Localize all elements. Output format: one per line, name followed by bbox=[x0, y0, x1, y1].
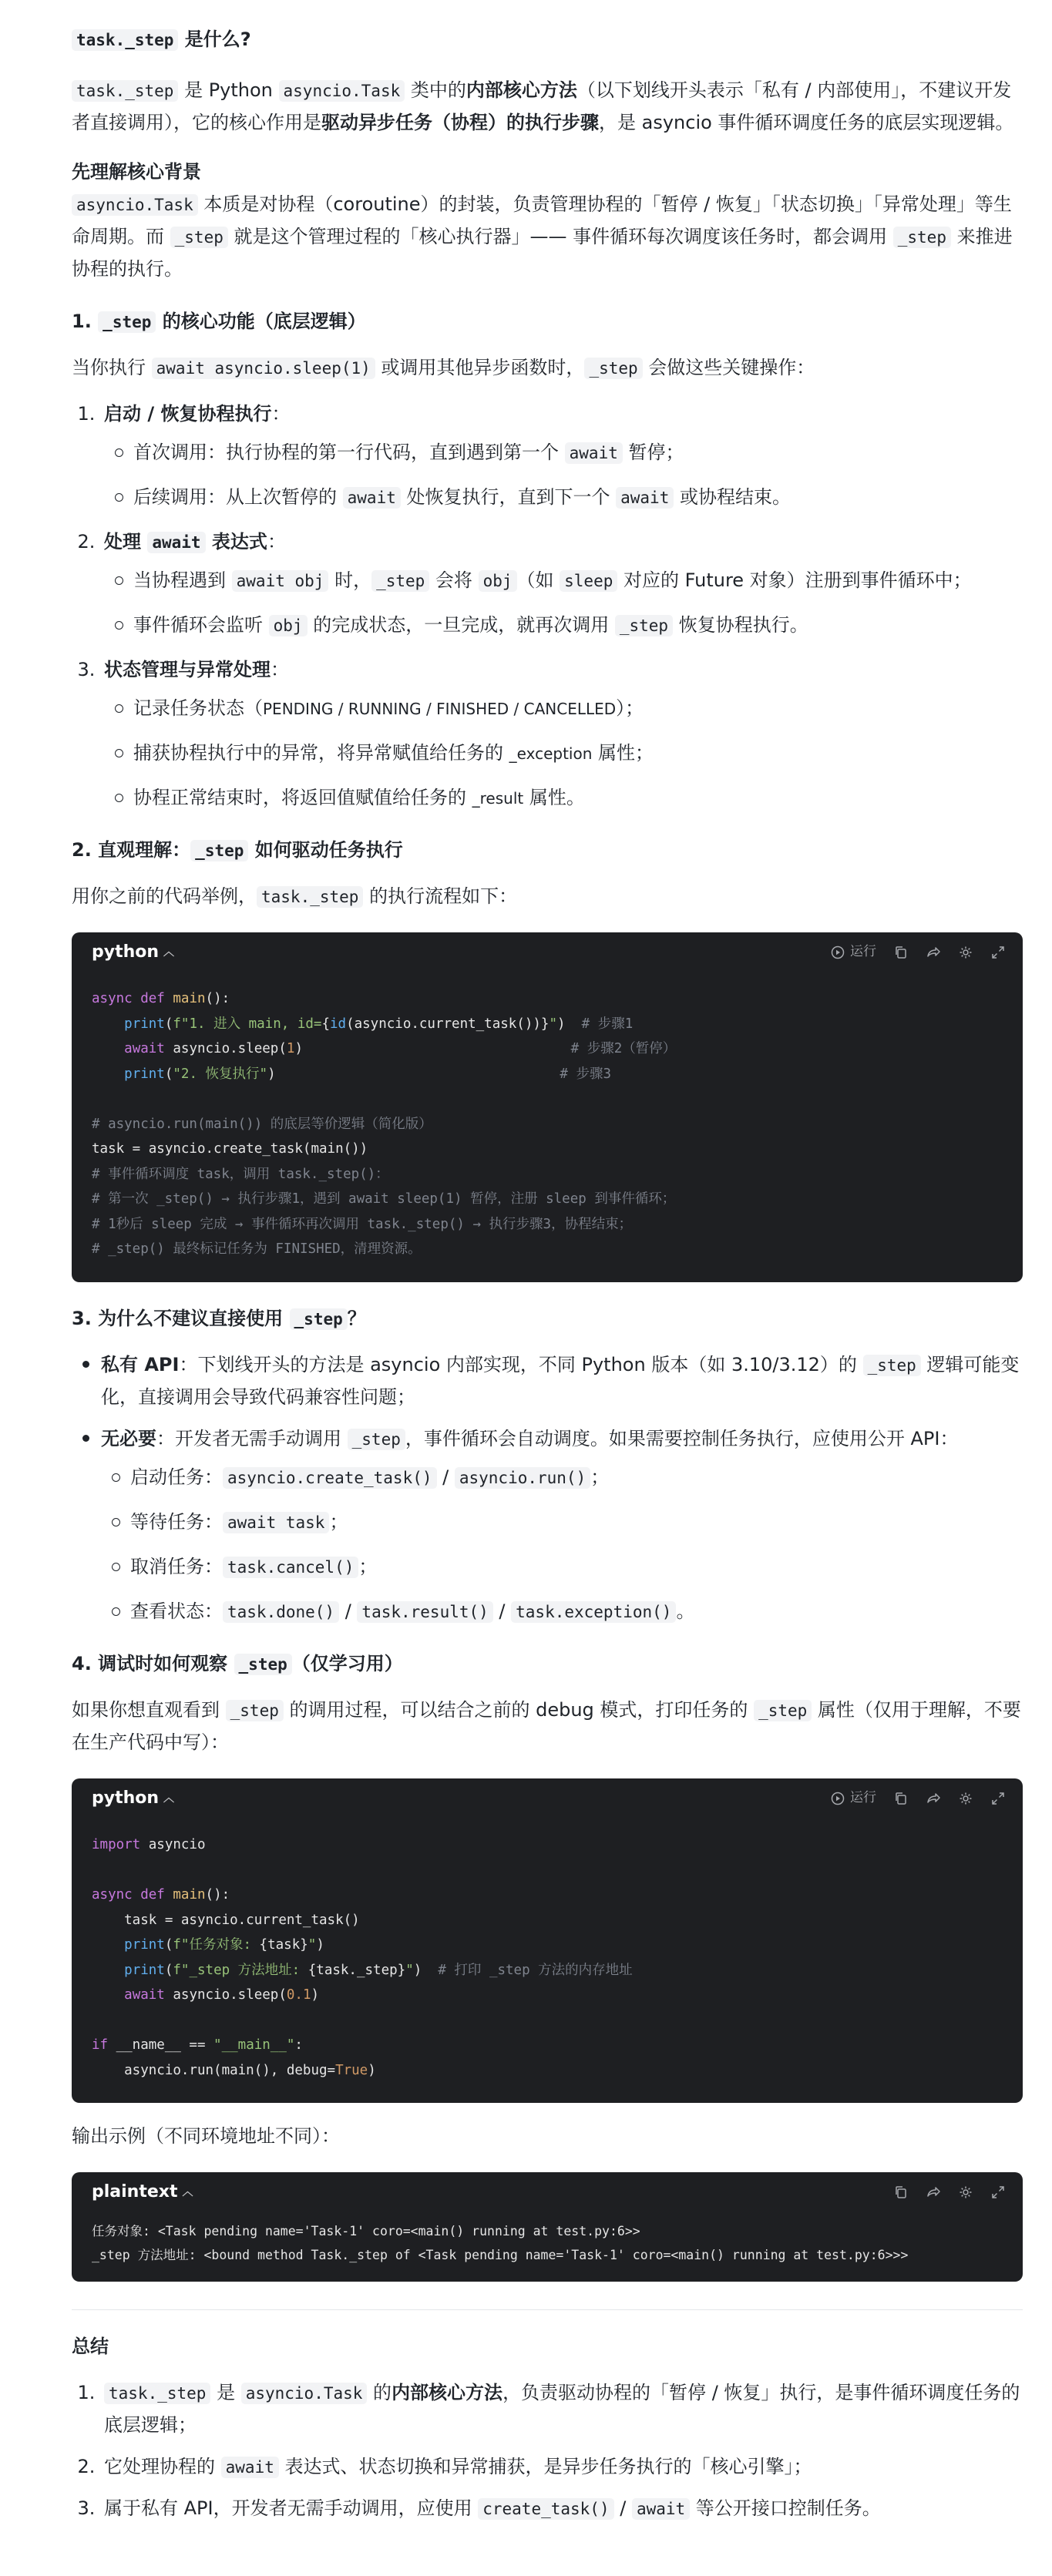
code-language-toggle[interactable]: python ︿ bbox=[92, 942, 175, 962]
run-button[interactable]: 运行 bbox=[830, 1787, 876, 1810]
section-heading-3: 3. 为什么不建议直接使用 _step ？ bbox=[72, 1308, 366, 1330]
intro-paragraph: task._step 是 Python asyncio.Task 类中的内部核心方法（以下划线开头表示「私有 / 内部使用」，不建议开发者直接调用），它的核心作用是驱动异步任务（协程）的执行步骤，是 asyncio 事件循环调度任务的底层实现逻辑。 bbox=[72, 79, 1014, 133]
inline-code: task._step bbox=[72, 29, 178, 51]
summary-heading: 总结 bbox=[72, 2335, 109, 2357]
code-content bbox=[72, 2212, 1023, 2281]
settings-icon[interactable] bbox=[958, 1791, 973, 1806]
code-toolbar bbox=[830, 1787, 1006, 1810]
section-heading-background: 先理解核心背景 bbox=[72, 161, 201, 183]
code-header bbox=[72, 1778, 1023, 1819]
chevron-up-icon: ︿ bbox=[163, 945, 175, 959]
copy-icon[interactable] bbox=[893, 945, 909, 960]
page-title: task._step 是什么? bbox=[72, 23, 1023, 55]
divider bbox=[72, 2309, 1023, 2310]
expand-icon[interactable] bbox=[990, 2185, 1006, 2200]
background-paragraph: asyncio.Task 本质是对协程（coroutine）的封装，负责管理协程的「暂停 / 恢复」「状态切换」「异常处理」等生命周期。而 _step 就是这个管理过程的「核心执行器」—— 事件循环每次调度该任务时，都会调用 _step 来推进协程的执行。 bbox=[72, 193, 1013, 280]
list-item: 1. 启动 / 恢复协程执行： 首次调用：执行协程的第一行代码，直到遇到第一个 await 暂停； 后续调用：从上次暂停的 await 处恢复执行，直到下一个 await 或协程结束。 bbox=[101, 398, 1023, 513]
code-text: 任务对象: <Task pending name='Task-1' coro=<main() running at test.py:6>> _step 方法地址: <bound method Task._step of <Task pending name='Task-1' coro=<main() running at test.py:6>>> bbox=[92, 2224, 909, 2263]
list-item: 3. 属于私有 API，开发者无需手动调用，应使用 create_task() / await 等公开接口控制任务。 bbox=[101, 2492, 1023, 2524]
expand-icon[interactable] bbox=[990, 1791, 1006, 1806]
code-header bbox=[72, 2172, 1023, 2212]
list-item: 等待任务： await task ； bbox=[110, 1506, 1023, 1538]
copy-icon[interactable] bbox=[893, 1791, 909, 1806]
list-item: 协程正常结束时，将返回值赋值给任务的 _result 属性。 bbox=[113, 781, 1023, 814]
list-item: 2. 它处理协程的 await 表达式、状态切换和异常捕获，是异步任务执行的「核心引擎」； bbox=[101, 2450, 1023, 2483]
chevron-up-icon: ︿ bbox=[163, 1792, 175, 1805]
list-item: 1. task._step 是 asyncio.Task 的内部核心方法，负责驱动协程的「暂停 / 恢复」执行，是事件循环调度任务的底层逻辑； bbox=[101, 2376, 1023, 2441]
code-content bbox=[72, 972, 1023, 1282]
section-heading-4: 4. 调试时如何观察 _step （仅学习用） bbox=[72, 1653, 403, 1675]
output-label: 输出示例（不同环境地址不同）： bbox=[72, 2125, 340, 2148]
list-item: 2. 处理 await 表达式： 当协程遇到 await obj 时， _step 会将 obj （如 sleep 对应的 Future 对象）注册到事件循环中； 事件循环会监听 obj 的完成状态，一旦完成，就再次调用 _step 恢复协程执行。 bbox=[101, 526, 1023, 641]
copy-icon[interactable] bbox=[893, 2185, 909, 2200]
list-item: 启动任务： asyncio.create_task() / asyncio.run() ； bbox=[110, 1461, 1023, 1493]
code-header bbox=[72, 932, 1023, 972]
code-text: async def main(): print(f"1. 进入 main, id={id(asyncio.current_task())}") # 步骤1 await asyncio.sleep(1) # 步骤2（暂停） print("2. 恢复执行") # 步骤3 # asyncio.run(main()) 的底层等价逻辑（简化版） task = asyncio.create_task(main()) # 事件循环调度 task，调用 task._step()： # 第一次 _step() → 执行步骤1，遇到 await sleep(1) 暂停，注册 sleep 到事件循环； # 1秒后 sleep 完成 → 事件循环再次调用 task._step() → 执行步骤3，协程结束； # _step() 最终标记任务为 FINISHED，清理资源。 bbox=[92, 991, 677, 1258]
function-list bbox=[72, 398, 1023, 814]
share-icon[interactable] bbox=[926, 1791, 941, 1806]
list-item: 当协程遇到 await obj 时， _step 会将 obj （如 sleep 对应的 Future 对象）注册到事件循环中； bbox=[113, 564, 1023, 596]
reason-list bbox=[72, 1348, 1023, 1627]
section-2-paragraph: 用你之前的代码举例， task._step 的执行流程如下： bbox=[72, 885, 518, 907]
share-icon[interactable] bbox=[926, 945, 941, 960]
settings-icon[interactable] bbox=[958, 945, 973, 960]
play-icon bbox=[830, 945, 845, 960]
list-item: 查看状态： task.done() / task.result() / task.exception() 。 bbox=[110, 1595, 1023, 1627]
code-block-python-2 bbox=[72, 1778, 1023, 2103]
code-language-toggle[interactable]: plaintext ︿ bbox=[92, 2182, 193, 2202]
list-item: 记录任务状态（PENDING / RUNNING / FINISHED / CANCELLED）； bbox=[113, 692, 1023, 724]
summary-list bbox=[72, 2376, 1023, 2524]
list-item: 取消任务： task.cancel() ； bbox=[110, 1550, 1023, 1583]
share-icon[interactable] bbox=[926, 2185, 941, 2200]
code-toolbar bbox=[830, 941, 1006, 964]
section-4-paragraph: 如果你想直观看到 _step 的调用过程，可以结合之前的 debug 模式，打印任务的 _step 属性（仅用于理解，不要在生产代码中写）： bbox=[72, 1699, 1021, 1754]
code-block-python-1 bbox=[72, 932, 1023, 1282]
list-item: 后续调用：从上次暂停的 await 处恢复执行，直到下一个 await 或协程结束。 bbox=[113, 481, 1023, 513]
code-block-plaintext bbox=[72, 2172, 1023, 2281]
code-language-toggle[interactable]: python ︿ bbox=[92, 1788, 175, 1808]
run-button[interactable]: 运行 bbox=[830, 941, 876, 964]
play-icon bbox=[830, 1791, 845, 1806]
code-content bbox=[72, 1819, 1023, 2103]
section-1-paragraph: 当你执行 await asyncio.sleep(1) 或调用其他异步函数时， _step 会做这些关键操作： bbox=[72, 357, 815, 378]
list-item: 捕获协程执行中的异常，将异常赋值给任务的 _exception 属性； bbox=[113, 737, 1023, 769]
code-toolbar bbox=[893, 2185, 1006, 2200]
code-text: import asyncio async def main(): task = asyncio.current_task() print(f"任务对象: {task}") print(f"_step 方法地址: {task._step}") # 打印 _step 方法的内存地址 await asyncio.sleep(0.1) if __name__ == "__main__": asyncio.run(main(), debug=True) bbox=[92, 1837, 633, 2078]
chevron-up-icon: ︿ bbox=[182, 2186, 193, 2199]
section-heading-1: 1. _step 的核心功能（底层逻辑） bbox=[72, 311, 366, 332]
list-item: 首次调用：执行协程的第一行代码，直到遇到第一个 await 暂停； bbox=[113, 436, 1023, 469]
list-item: 私有 API：下划线开头的方法是 asyncio 内部实现，不同 Python 版本（如 3.10/3.12）的 _step 逻辑可能变化，直接调用会导致代码兼容性问题； bbox=[81, 1348, 1023, 1413]
settings-icon[interactable] bbox=[958, 2185, 973, 2200]
list-item: 无必要：开发者无需手动调用 _step ，事件循环会自动调度。如果需要控制任务执行，应使用公开 API： 启动任务： asyncio.create_task() / asyncio.run() ； 等待任务： await task ； 取消任务： task.cancel() ； 查看状态： task.done() / task.result() / task.exception() 。 bbox=[81, 1422, 1023, 1627]
list-item: 事件循环会监听 obj 的完成状态，一旦完成，就再次调用 _step 恢复协程执行。 bbox=[113, 609, 1023, 641]
section-heading-2: 2. 直观理解： _step 如何驱动任务执行 bbox=[72, 839, 403, 861]
expand-icon[interactable] bbox=[990, 945, 1006, 960]
list-item: 3. 状态管理与异常处理： 记录任务状态（PENDING / RUNNING / FINISHED / CANCELLED）； 捕获协程执行中的异常，将异常赋值给任务的 _exception 属性； 协程正常结束时，将返回值赋值给任务的 _result 属性。 bbox=[101, 653, 1023, 814]
